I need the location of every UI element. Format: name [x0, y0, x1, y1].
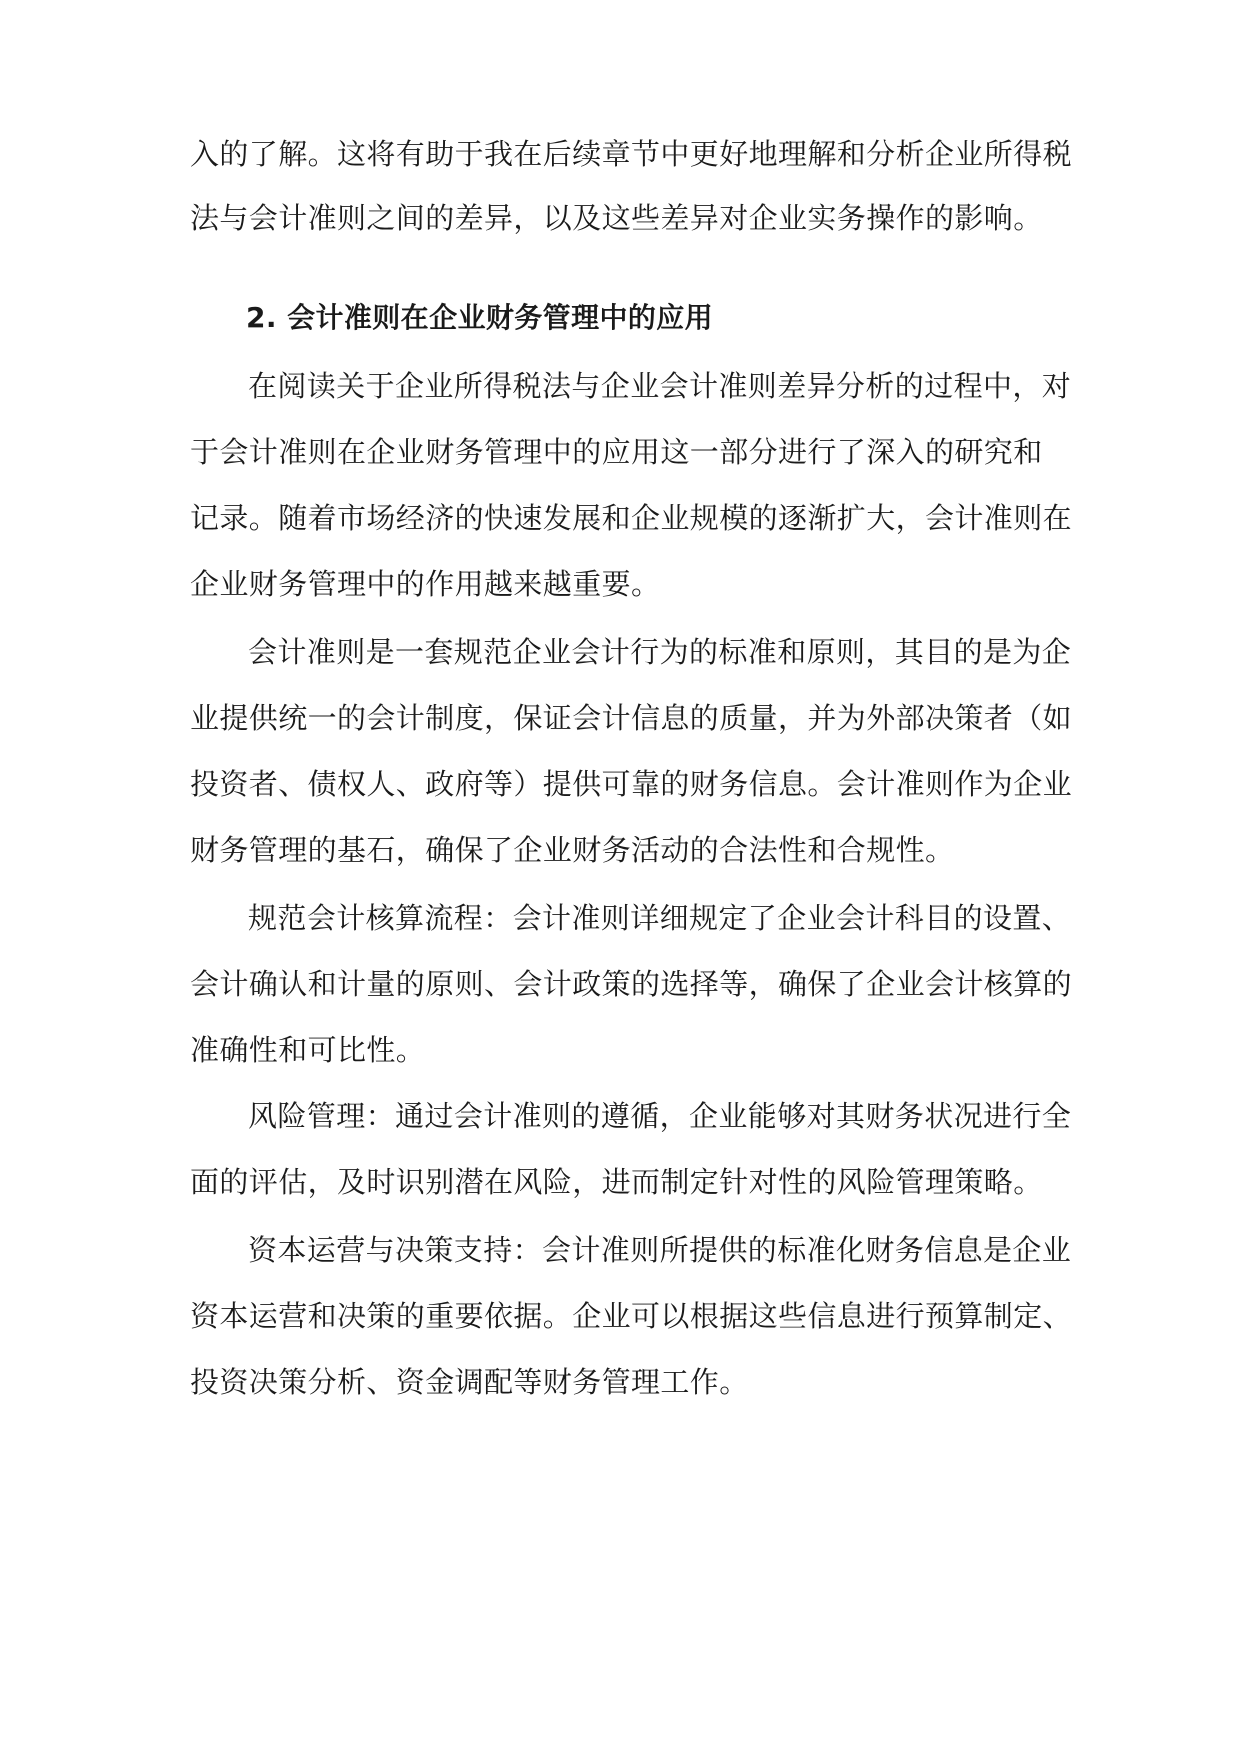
paragraph-line: 法与会计准则之间的差异，以及这些差异对企业实务操作的影响。 [190, 201, 1043, 235]
paragraph-line: 风险管理：通过会计准则的遵循，企业能够对其财务状况进行全 [248, 1099, 1072, 1133]
paragraph-line: 财务管理的基石，确保了企业财务活动的合法性和合规性。 [190, 833, 955, 867]
paragraph-line: 会计准则是一套规范企业会计行为的标准和原则，其目的是为企 [248, 635, 1072, 669]
paragraph-line: 入的了解。这将有助于我在后续章节中更好地理解和分析企业所得税 [190, 137, 1073, 171]
paragraph-line: 业提供统一的会计制度，保证会计信息的质量，并为外部决策者（如 [190, 701, 1073, 735]
paragraph-line: 在阅读关于企业所得税法与企业会计准则差异分析的过程中，对 [248, 369, 1072, 403]
paragraph-line: 投资决策分析、资金调配等财务管理工作。 [190, 1365, 749, 1399]
paragraph-line: 投资者、债权人、政府等）提供可靠的财务信息。会计准则作为企业 [190, 767, 1073, 801]
paragraph-line: 企业财务管理中的作用越来越重要。 [190, 567, 661, 601]
paragraph-line: 资本运营和决策的重要依据。企业可以根据这些信息进行预算制定、 [190, 1299, 1073, 1333]
paragraph-line: 记录。随着市场经济的快速发展和企业规模的逐渐扩大，会计准则在 [190, 501, 1073, 535]
paragraph-line: 规范会计核算流程：会计准则详细规定了企业会计科目的设置、 [248, 901, 1072, 935]
paragraph-line: 会计确认和计量的原则、会计政策的选择等，确保了企业会计核算的 [190, 967, 1073, 1001]
paragraph-line: 资本运营与决策支持：会计准则所提供的标准化财务信息是企业 [248, 1233, 1072, 1267]
paragraph-line: 准确性和可比性。 [190, 1033, 426, 1067]
paragraph-line: 于会计准则在企业财务管理中的应用这一部分进行了深入的研究和 [190, 435, 1043, 469]
section-heading: 2. 会计准则在企业财务管理中的应用 [246, 301, 714, 334]
paragraph-line: 面的评估，及时识别潜在风险，进而制定针对性的风险管理策略。 [190, 1165, 1043, 1199]
